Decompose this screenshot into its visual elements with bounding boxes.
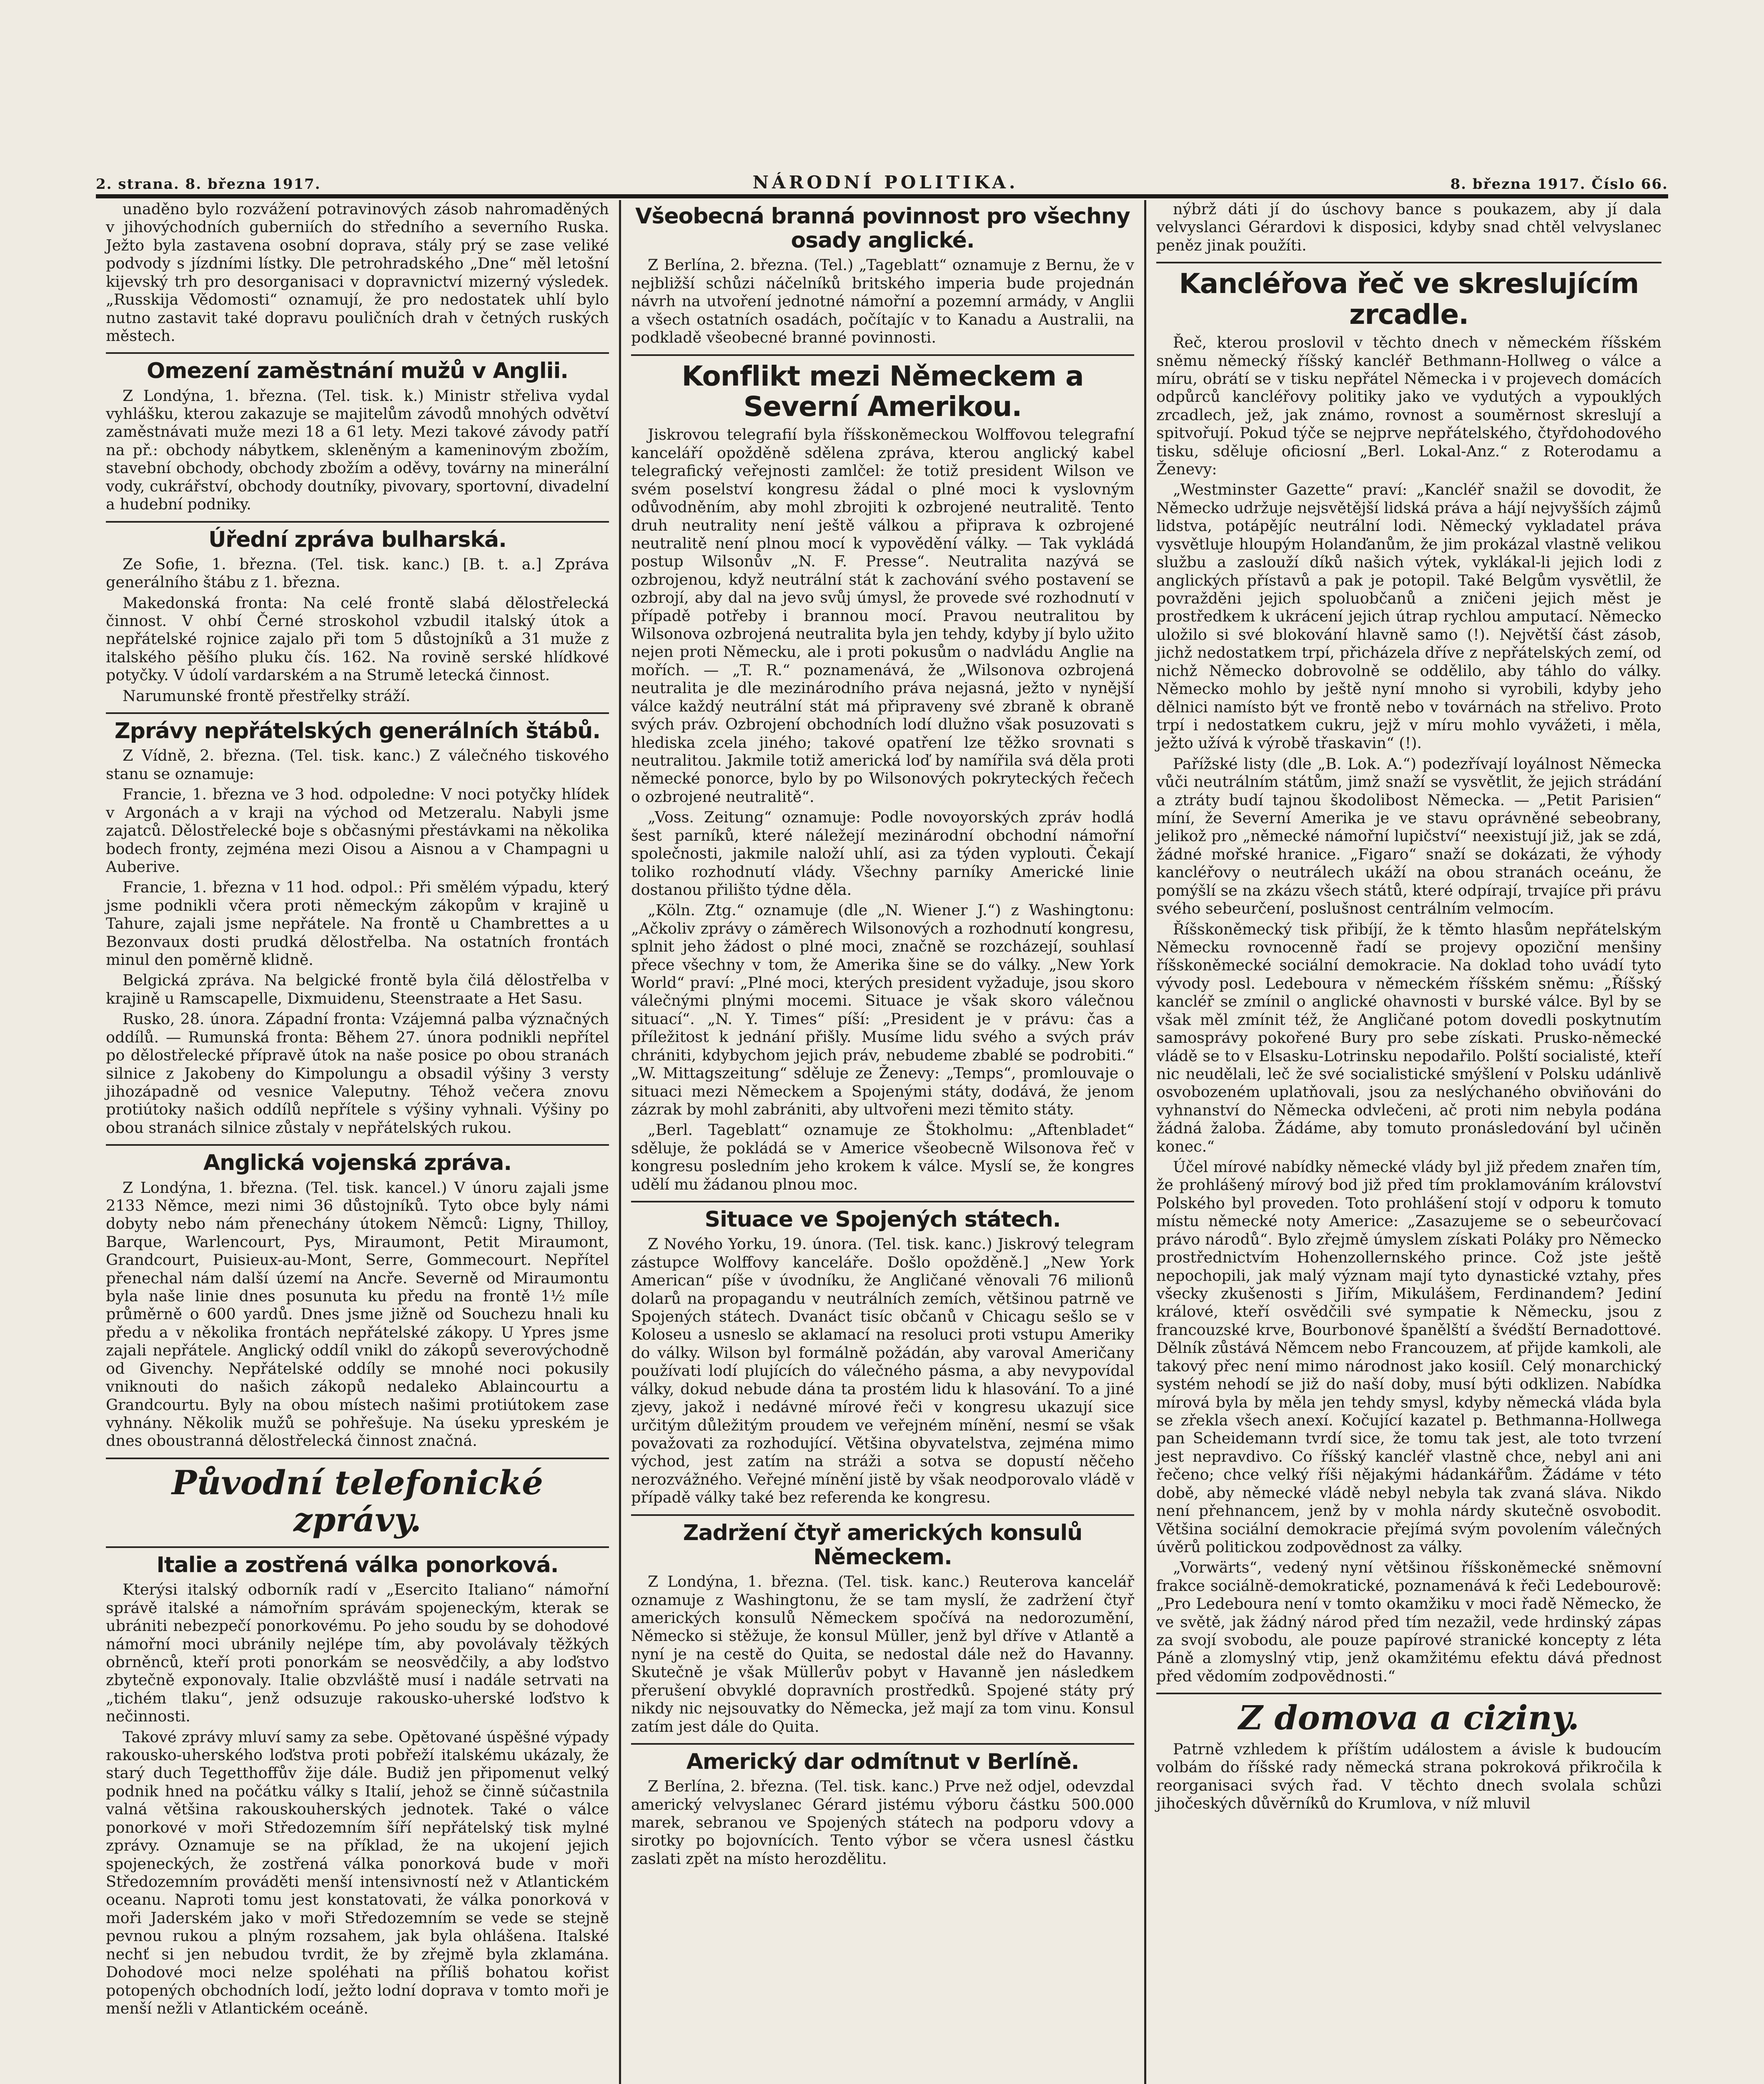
article-headline: Původní telefonické zprávy. [171, 1463, 543, 1540]
header-rule [96, 194, 1668, 198]
article-headline: Americký dar odmítnut v Berlíně. [686, 1749, 1079, 1774]
article-paragraph: Belgická zpráva. Na belgické frontě byla čilá dělostřelba v krajině u Ramscapelle, Dixmuidenu, Steenstraate a Het Sasu. [106, 971, 609, 1007]
column-separator [106, 1458, 609, 1459]
page-header [96, 163, 1668, 193]
article-paragraph: Takové zprávy mluví samy za sebe. Opětované úspěšné výpady rakousko-uherského loďstva proti pobřeží italskému ukázaly, že starý duch Tegetthoffův žije dále. Budiž jen připomenut velký podnik hned na počátku války s Italií, jehož se činně súčastnila valná většina rakouskouherských jednotek. Také o válce ponorkové v moři Středozemním šíří nepřátelský tisk mylné zprávy. Oznamuje se na příklad, že na ukojení jejich spojeneckých, že zostřená válka ponorková bude v moři Středozemním prováděti menší intensivností než v Atlantickém oceanu. Naproti tomu jest konstatovati, že válka ponorková v moři Jaderském jako v moři Středozemním se vede se stejně pevnou rukou a plným rozsahem, jak byla ohlášena. Italské nechť si jen nebudou tvrdit, že by zřejmě byla zklamána. Dohodové moci nelze spoléhati na příliš bohatou kořist potopených obchodních lodí, ježto lodní doprava v tomto moři je menší nežli v Atlantickém oceáně. [106, 1728, 609, 2017]
article-paragraph: Pařížské listy (dle „B. Lok. A.“) podezřívají loyálnost Německa vůči neutrálním státům, jimž snaží se vysvětlit, že jejich strádání a ztráty budí tajnou škodolibost Německa. — „Petit Parisien“ míní, že Severní Amerika je ve stavu oprávněné sebeobrany, jelikož pro „německé námořní lupičství“ neexistují již, jak se zdá, žádné mořské hranice. „Figaro“ snaží se dokázati, že výhody kancléřovy o neutrálech ukáží na obou stranách oceánu, že pomýšlí se na zkázu všech států, které odpírají, trvajíce při právu svého sebeurčení, poslušnost centrálním velmocím. [1156, 754, 1661, 918]
article-headline: Italie a zostřená válka ponorková. [156, 1553, 559, 1578]
article-headline: Konflikt mezi Německem a Severní Amerikou. [682, 360, 1084, 423]
article-paragraph: nýbrž dáti jí do úschovy bance s poukazem, aby jí dala velvyslanci Gérardovi k disposici, kdyby snad chtěl velvyslanec peněz jinak použíti. [1156, 200, 1661, 254]
article-paragraph: Řeč, kterou proslovil v těchto dnech v německém říšském sněmu německý říšský kancléř Bethmann-Hollweg o válce a míru, obrátí se v tisku nepřátel Německa i v projevech domácích odpůrců kancléřovy politiky jako ve vydutých a vypouklých zrcadlech, jež, jak známo, rovnost a souměrnost skreslují a spitvořují. Pokud týče se nejprve nepřátelského, čtyřdohodového tisku, sděluje oficiosní „Berl. Lokal-Anz.“ z Roterodamu a Ženevy: [1156, 333, 1661, 478]
header-left: 2. strana. 8. března 1917. [96, 176, 321, 193]
article [631, 1201, 1134, 1507]
article-headline: Úřední zpráva bulharská. [208, 527, 506, 552]
article [631, 204, 1134, 347]
article-paragraph: Účel mírové nabídky německé vlády byl již předem znařen tím, že prohlášený mírový bod již před tím proklamováním království Polského byl proveden. Toto prohlášení stojí v odporu k tomuto místu německé noty Americe: „Zasazujeme se o sebeurčovací právo národů“. Bylo zřejmě úmyslem získati Poláky pro Německo prostřednictvím Hohenzollernského prince. Což jste ještě nepochopili, jak malý význam mají tyto dynastické vztahy, přes všecky zkušenosti s Jiřím, Mikulášem, Ferdinandem? Jediní králové, kteří osvědčili své sympatie k Německu, jsou z francouzské krve, Bourbonové španělští a švédští Bernadottové. Dělník zůstává Němcem nebo Francouzem, ať přijde kamkoli, ale takový přec není mimo národnost jako kosiíl. Celý monarchický systém nehodí se již do naší doby, musí býti odklizen. Nabídka mírová byla by měla jen tehdy smysl, kdyby německá vláda byla se zřekla všech anexí. Kočující kazatel p. Bethmanna-Hollwega pan Scheidemann tvrdí sice, že tomu tak jest, ale toto tvrzení jest nepravdivo. Co říšský kancléř vlastně chce, nebyl ani ani řečeno; chce velký říši nějakými hádankářům. Žádáme v této době, aby německé vládě nebyl nebyla tak zvaná sláva. Nikdo není přehnancem, jenž by v mohla nárdy skutečně osvobodit. Většina sociální demokracie přejímá svým povolením válečných úvěrů politickou zodpovědnost za války. [1156, 1158, 1661, 1556]
column-separator [106, 712, 609, 714]
column-separator [631, 1514, 1134, 1516]
article-headline: Z domova a ciziny. [1238, 1698, 1579, 1738]
article-paragraph: Z Londýna, 1. března. (Tel. tisk. kanc.) Reuterova kancelář oznamuje z Washingtonu, že se tam myslí, že zadržení čtyř amerických konsulů Německem spočívá na nedorozumění, Německo si stěžuje, že konsul Müller, jenž byl dříve v Atlantě a nyní je na cestě do Quita, se nedostal dále než do Havanny. Skutečně je však Müllerův pobyt v Havanně jen následkem přerušení obvyklé dopravních prostředků. Spojené státy prý nikdy nic nejsouvatky do Německa, jež mají za tom vinu. Konsul zatím jest dále do Quita. [631, 1573, 1134, 1736]
article-paragraph: Narumunské frontě přestřelky stráží. [123, 686, 411, 705]
article-paragraph: Francie, 1. března ve 3 hod. odpoledne: V noci potyčky hlídek v Argonách a v kraji na východ od Metzeralu. Nabyli jsme zajatců. Dělostřelecké boje s občasnými přestávkami na několika bodech fronty, zejména mezi Oisou a Aisnou a v Champagni u Auberive. [106, 785, 609, 876]
article [631, 354, 1134, 1194]
column-separator [631, 1743, 1134, 1745]
article [106, 352, 609, 513]
article [631, 1514, 1134, 1736]
column-2 [621, 200, 1146, 2084]
article [1156, 1693, 1661, 1812]
article [106, 1144, 609, 1450]
article-paragraph: „Westminster Gazette“ praví: „Kancléř snažil se dovodit, že Německo udržuje nejsvětější lidská práva a hájí nejvyšších zájmů lidstva, potápějíc neutrální lodi. Německý vykladatel práva vysvětluje hloupým Holanďanům, že jim prokázal vlastně velikou službu a zaslouží díků našich výtek, vyklákal-li jejich lodi z anglických přístavů a pak je potopil. Také Belgům vysvětlil, že povražděni jejich spoluobčanů a zničeni jejich měst je prostředkem k ukrácení jejich útrap rychlou amputací. Německo uložilo si své blokování hlavně samo (!). Největší část zásob, jichž nedostatkem trpí, přicházela dříve z nepřátelských zemí, od nichž Německo dobrovolně se oddělilo, aby táhlo do války. Německo mohlo by ještě nyní mnoho si vyrobili, kdyby jeho dělnici namísto být ve frontě nebo v továrnách na střelivo. Proto trpí i nedostatkem cukru, jejž v míru mohlo vyvážeti, i měla, ježto užívá k výrobě třaskavin“ (!). [1156, 481, 1661, 752]
article-paragraph: Z Londýna, 1. března. (Tel. tisk. kancel.) V únoru zajali jsme 2133 Němce, mezi nimi 36 důstojníků. Tyto obce byly námi dobyty nebo nám přenechány útokem Němců: Ligny, Thilloy, Barque, Warlencourt, Pys, Miraumont, Petit Miraumont, Grandcourt, Puisieux-au-Mont, Serre, Gommecourt. Nepřítel přenechal nám další území na Ancře. Severně od Miraumontu byla naše linie dnes posunuta ku předu na frontě 1½ míle průměrně o 600 yardů. Dnes jsme jižně od Souchezu hnali ku předu a v několika frontách nepřátelské zákopy. U Ypres jsme zajali nepřátele. Anglický oddíl vnikl do zákopů severovýchodně od Givenchy. Nepřátelské oddíly se mnohé noci pokusily vniknouti do našich zákopů nedaleko Ablaincourtu a Grandcourtu. Byly na obou místech našimi protiútokem zase vyhnány. Několik mužů se pohřešuje. Na úseku ypreském je dnes oboustranná dělostřelecká činnost značná. [106, 1178, 609, 1450]
column-1 [96, 200, 621, 2084]
article-paragraph: Francie, 1. března v 11 hod. odpol.: Při smělém výpadu, který jsme podnikli včera proti německým zákopům v krajině u Tahure, zajali jsme nepřátele. Na frontě u Chambrettes a u Bezonvaux dosti prudká dělostřelba. Na ostatních frontách minul den poměrně klidně. [106, 878, 609, 969]
article-paragraph: Jiskrovou telegrafií byla říšskoněmeckou Wolffovou telegrafní kanceláří opožděně sdělena zpráva, kterou anglický kabel telegrafický veřejnosti zamlčel: že totiž president Wilson ve svém poselství kongresu žádal o plné moci k vyslovným odůvodněním, aby mohl zbrojiti k ozbrojené neutralitě. Tento druh neutrality není ještě válkou a připrava k ozbrojené neutralitě není plnou mocí k vypovědění války. — Tak vykládá postup Wilsonův „N. F. Presse“. Neutralita nazývá se ozbrojenou, když neutrální stát k zachování svého postavení se ozbrojí, aby dal na jevo svůj úmysl, že provede své rozhodnutí v případě potřeby i brannou mocí. Pravou neutralitou by Wilsonova ozbrojená neutralita byla jen tehdy, kdyby jí bylo užito nejen proti Německu, ale i proti pokusům o nadvládu Anglie na mořích. — „T. R.“ poznamenává, že „Wilsonova ozbrojená neutralita je dle mezinárodního práva nejasná, ježto v nynější válce každý neutrální stát má připraveny své zbraně k obraně svých práv. Ozbrojení obchodních lodí dlužno však posuzovati s hlediska zcela jiného; takové opatření lze těžko srovnati s neutralitou. Jakmile totiž americká loď by namířila svá děla proti německé ponorce, bylo by po Wilsonových pokryteckých řečech o ozbrojené neutralitě“. [631, 426, 1134, 806]
column-3 [1146, 200, 1671, 2084]
article-headline: Kancléřova řeč ve skreslujícím zrcadle. [1179, 268, 1639, 331]
article [106, 200, 609, 345]
article-paragraph: „Köln. Ztg.“ oznamuje (dle „N. Wiener J.“) z Washingtonu: „Ačkoliv zprávy o záměrech Wilsonových a rozhodnutí kongresu, splnit jeho žádost o plné moci, značně se rozcházejí, souhlasí přece všechny v tom, že Amerika šine se do války. „New York World“ praví: „Plné moci, kterých president vyžaduje, jsou skoro válečnými plnými mocemi. Situace je však skoro válečnou situací“. „N. Y. Times“ píší: „President je v právu: čas a příležitost k jednání přišly. Musíme lidu svého a svých práv chrániti, kdybychom jejich práv, nebudeme zbablé se podrobiti.“ „W. Mittagszeitung“ sděluje ze Ženevy: „Temps“, promlouvaje o situaci mezi Německem a Spojenými státy, dodává, že jenom zázrak by mohl zabrániti, aby ultvořeni mezi těmito státy. [631, 901, 1134, 1118]
article-paragraph: Z Nového Yorku, 19. února. (Tel. tisk. kanc.) Jiskrový telegram zástupce Wolffovy kanceláře. Došlo opožděně.] „New York American“ píše v úvodníku, že Angličané věnovali 76 milionů dolarů na propagandu v neutrálních zemích, většinou patrně ve Spojených státech. Dvanáct tisíc občanů v Chicagu sešlo se v Koloseu a usneslo se aklamací na resoluci proti vstupu Ameriky do války. Wilson byl formálně požádán, aby varoval Američany používati lodí plujících do válečného pásma, a aby nevypovídal války, dokud nebude dána ta prostém lidu k hlasování. To a jiné zjevy, jakož i nedávné mírové řeči v kongresu ukazují sice určitým důležitým proudem ve veřejném mínění, nesmí se však považovati za rozhodující. Většina obyvatelstva, zejména mimo východ, jest zatím na stráži a sotva se dopustí něčeho nerozvážného. Veřejné mínění jistě by však neodporovalo vládě v případě války také bez referenda ke kongresu. [631, 1235, 1134, 1507]
article-paragraph: Z Vídně, 2. března. (Tel. tisk. kanc.) Z válečného tiskového stanu se oznamuje: [106, 746, 609, 783]
column-separator [631, 1201, 1134, 1202]
article [631, 1743, 1134, 1868]
column-separator [1156, 1693, 1661, 1694]
article-headline: Zadržení čtyř amerických konsulů Německem. [683, 1520, 1082, 1570]
article-paragraph: Z Berlína, 2. března. (Tel. tisk. kanc.) Prve než odjel, odevzdal americký velvyslanec Gérard jistému výboru částku 500.000 marek, sebranou ve Spojených státech na podporu vdovy a sirotky po bojovnících. Tento výbor se včera usnesl částku zaslati zpět na místo herozdělitu. [631, 1777, 1134, 1868]
article-paragraph: Kterýsi italský odborník radí v „Esercito Italiano“ námořní správě italské a námořním správám spojeneckým, kterak se ubrániti nebezpečí ponorkovému. Po jeho soudu by se dohodové námořní moci ubránily nejlépe tím, aby povolávaly těžkých obrněnců, kteří proti ponorkám se neosvědčily, a aby loďstvo zbytečně exponovaly. Italie obzvláště musí i nadále setrvati na „tichém tlaku“, jenž odsuzuje rakousko-uherské loďstvo k nečinnosti. [106, 1581, 609, 1726]
article-paragraph: „Vorwärts“, vedený nyní většinou říšskoněmecké sněmovní frakce sociálně-demokratické, poznamenává k řeči Ledebourově: „Pro Ledeboura není v tomto okamžiku v moci řadě Německo, že ve světě, jak žádný národ před tím nezažil, vede hrdinský zápas za svojí svobodu, ale pouze papírové stranické koncepty z léta Páně a zlomyslný vtip, jenž okamžitému efektu dává přednost před vědomím zodpovědnosti.“ [1156, 1558, 1661, 1685]
column-separator [631, 354, 1134, 356]
article-paragraph: Říšskoněmecký tisk přibíjí, že k těmto hlasům nepřátelským Německu rovnocenně řadí se projevy opoziční menšiny říšskoněmecké sociální demokracie. Na doklad toho uvádí tyto vývody posl. Ledeboura v německém říšském sněmu: „Říšský kancléř se zmínil o anglické ohavnosti v burské válce. Byl by se však měl zmínit též, že Angličané potom dovedli poskytnutím samosprávy pokořené Bury pro sebe získati. Prusko-německé vládě se to v Elsasku-Lotrinsku nepodařilo. Polští socialisté, kteří nic neudělali, leč že své socialistické smýšlení v Polsku udánlivě osvobozeném uplatňovali, jsou za neslýchaného obviňováni do vyhnanství do Německa odvlečeni, ač proti nim nebyla podána žádná žaloba. Žádáme, aby tomuto pronásledování byl učiněn konec.“ [1156, 920, 1661, 1155]
article-paragraph: Z Berlína, 2. března. (Tel.) „Tageblatt“ oznamuje z Bernu, že v nejbližší schůzi náčelníků britského imperia bude projednán návrh na utvoření jednotné námořní a pozemní armády, v Anglii a všech ostatních osadách, počítajíc v to Kanadu a Australii, na podkladě všeobecné branné povinnosti. [631, 256, 1134, 347]
article [106, 712, 609, 1137]
article-paragraph: „Berl. Tageblatt“ oznamuje ze Štokholmu: „Aftenbladet“ sděluje, že pokládá se v Americe všeobecně Wilsonova řeč v kongresu posledním jeho krokem k válce. Myslí se, že kongres udělí mu žádanou plnou moc. [631, 1121, 1134, 1193]
article [1156, 200, 1661, 254]
article-headline: Zprávy nepřátelských generálních štábů. [114, 719, 601, 744]
article-paragraph: unaděno bylo rozvážení potravinových zásob nahromaděných v jihovýchodních guberniích do středního a severního Ruska. Ježto byla zastavena osobní doprava, stály prý se zase veliké podvody s jízdními lístky. Dle petrohradského „Dne“ měl letošní kijevský trh pro desorganisaci v dopravnictví mizerný výsledek. „Russkija Vědomosti“ oznamují, že pro nedostatek uhlí bylo nutno zastavit také dopravu pouličních drah v četných ruských městech. [106, 200, 609, 345]
article [106, 1458, 609, 1539]
newspaper-title: NÁRODNÍ POLITIKA. [752, 172, 1019, 193]
column-separator [106, 1144, 609, 1146]
article-paragraph: „Voss. Zeitung“ oznamuje: Podle novoyorských zpráv hodlá šest parníků, které náležejí mezinárodní obchodní námořní společnosti, jakmile naloží uhlí, asi za týden vyplouti. Čekají toliko rozhodnutí vlády. Všechny parníky Americké linie dostanou přilišto týdne děla. [631, 808, 1134, 899]
article [1156, 262, 1661, 1685]
article-paragraph: Patrně vzhledem k příštím událostem a ávisle k budoucím volbám do říšské rady německá strana pokroková přikročila k reorganisaci svých řad. V těchto dnech svolala schůzi jihočeských důvěrníků do Krumlova, v níž mluvil [1156, 1740, 1661, 1813]
header-right: 8. března 1917. Číslo 66. [1450, 176, 1668, 193]
article-paragraph: Z Londýna, 1. března. (Tel. tisk. k.) Ministr střeliva vydal vyhlášku, kterou zakazuje se majitelům závodů mnohých odvětví zaměstnávati muže mezi 18 a 61 lety. Mezi takové závody patří na př.: obchody nábytkem, skleněným a kameninovým zbožím, stavební obchody, obchody zbožím a oděvy, továrny na minerální vody, cukrářství, obchody doutníky, pivovary, sportovní, divadelní a hudební podniky. [106, 386, 609, 513]
column-separator [106, 1546, 609, 1548]
article-headline: Anglická vojenská zpráva. [203, 1150, 512, 1176]
column-separator [106, 521, 609, 523]
article-columns [96, 200, 1671, 2084]
column-separator [106, 352, 609, 354]
article [106, 1546, 609, 2017]
article-headline: Situace ve Spojených státech. [704, 1207, 1061, 1232]
article [106, 521, 609, 705]
column-separator [1156, 262, 1661, 263]
article-paragraph: Ze Sofie, 1. března. (Tel. tisk. kanc.) [B. t. a.] Zpráva generálního štábu z 1. března. [106, 555, 609, 591]
article-paragraph: Makedonská fronta: Na celé frontě slabá dělostřelecká činnost. V ohbí Černé stroskohol vzbudil italský útok a nepřátelské rojnice zajalo při tom 5 důstojníků a 31 muže z italského pěšího pluku čís. 162. Na rovině serské hlídkové potyčky. V údolí vardarském a na Strumě letecká činnost. [106, 594, 609, 684]
article-headline: Omezení zaměstnání mužů v Anglii. [146, 358, 569, 384]
article-headline: Všeobecná branná povinnost pro všechny osady anglické. [635, 204, 1130, 253]
article-paragraph: Rusko, 28. února. Západní fronta: Vzájemná palba význačných oddílů. — Rumunská fronta: Během 27. února podnikli nepřítel po dělostřelecké přípravě útok na naše posice po obou stranách silnice z Jakobeny do Kimpolungu a obsadil výšiny 3 versty jihozápadně od vesnice Valeputny. Téhož večera znovu protiútoky našich oddílů nepřítele s výšiny vyhnali. Výšiny po obou stranách silnice zůstaly v nepřátelských rukou. [106, 1010, 609, 1137]
